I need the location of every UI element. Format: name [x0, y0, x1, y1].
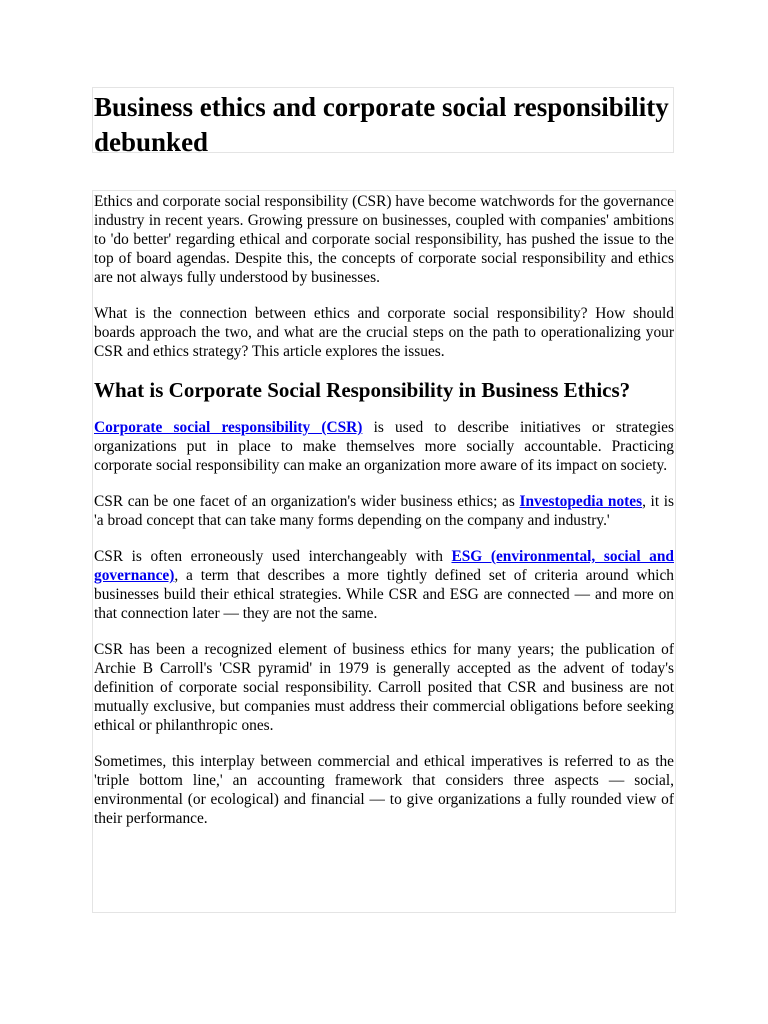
esg-link[interactable]: ESG (environmental, social and governance)	[94, 548, 674, 584]
paragraph-text: , a term that describes a more tightly defined set of criteria around which businesses build their ethical strategies. While CSR and ESG are connected — and more on that connection later — they are not the same.	[94, 567, 674, 622]
section-heading: What is Corporate Social Responsibility in Business Ethics?	[94, 378, 631, 402]
paragraph-text: is used to describe initiatives or strategies organizations put in place to make themselves more socially accountable. Practicing corporate social responsibility can make an organization more aware of its impact on society.	[94, 419, 675, 474]
paragraph-csr-definition	[94, 418, 674, 475]
article-body-frame	[92, 190, 676, 913]
paragraph-text: , it is 'a broad concept that can take many forms depending on the company and industry.'	[94, 493, 674, 529]
investopedia-link[interactable]: Investopedia notes	[519, 493, 643, 510]
paragraph-esg	[94, 547, 674, 623]
intro-paragraph-2: What is the connection between ethics and corporate social responsibility? How should boards approach the two, and what are the crucial steps on the path to operationalizing your CSR and ethics strategy? This article explores the issues.	[94, 305, 674, 360]
paragraph-text: CSR is often erroneously used interchangeably with	[94, 548, 452, 565]
csr-link[interactable]: Corporate social responsibility (CSR)	[94, 419, 363, 436]
title-frame	[92, 87, 674, 157]
paragraph-text: CSR can be one facet of an organization's wider business ethics; as	[94, 493, 520, 510]
paragraph-investopedia	[94, 492, 674, 530]
paragraph-triple-bottom-line: Sometimes, this interplay between commercial and ethical imperatives is referred to as the 'triple bottom line,' an accounting framework that considers three aspects — social, environmental (or ecological) and financial — to give organizations a fully rounded view of their performance.	[94, 753, 674, 827]
paragraph-carroll: CSR has been a recognized element of business ethics for many years; the publication of Archie B Carroll's 'CSR pyramid' in 1979 is generally accepted as the advent of today's definition of corporate social responsibility. Carroll posited that CSR and business are not mutually exclusive, but companies must address their commercial obligations before seeking ethical or philanthropic ones.	[94, 641, 674, 734]
article-title: Business ethics and corporate social responsibility debunked	[94, 92, 669, 157]
intro-paragraph-1: Ethics and corporate social responsibility (CSR) have become watchwords for the governance industry in recent years. Growing pressure on businesses, coupled with companies' ambitions to 'do better' regarding ethical and corporate social responsibility, has pushed the issue to the top of board agendas. Despite this, the concepts of corporate social responsibility and ethics are not always fully understood by businesses.	[94, 193, 674, 286]
